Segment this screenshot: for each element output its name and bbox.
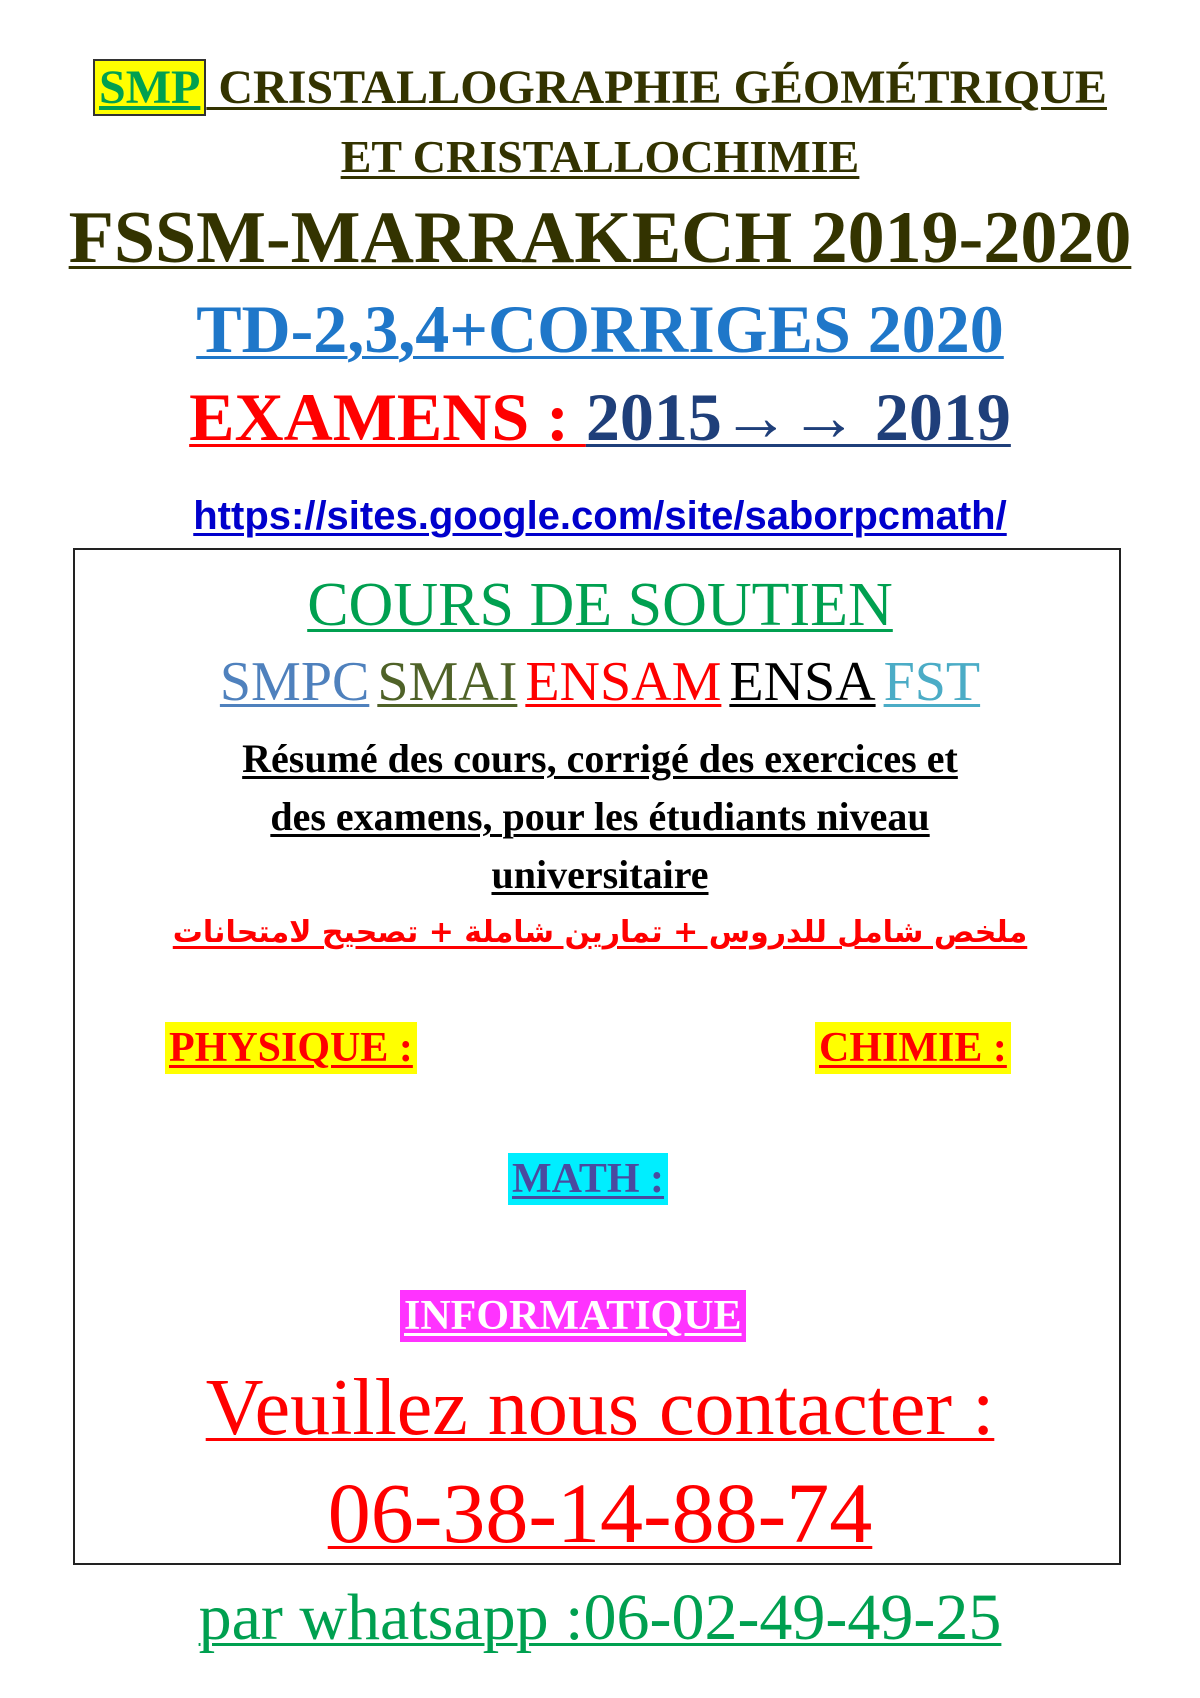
schools-list bbox=[0, 650, 1200, 714]
site-link[interactable] bbox=[0, 494, 1200, 539]
school-fst: FST bbox=[883, 651, 981, 713]
whatsapp-contact bbox=[0, 1580, 1200, 1656]
arabic-summary-text: ملخص شامل للدروس + تمارين شاملة + تصحيح لامتحانات bbox=[172, 915, 1028, 950]
td-title bbox=[0, 290, 1200, 369]
school-ensam: ENSAM bbox=[525, 651, 722, 713]
phone-text: 06-38-14-88-74 bbox=[327, 1465, 873, 1561]
course-title-line1 bbox=[0, 60, 1200, 115]
subject-physique: PHYSIQUE : bbox=[165, 1022, 417, 1074]
smp-badge: SMP bbox=[93, 59, 206, 116]
support-heading-text: COURS DE SOUTIEN bbox=[307, 571, 893, 639]
university-title bbox=[0, 196, 1200, 281]
university-text: FSSM-MARRAKECH 2019-2020 bbox=[68, 197, 1132, 279]
arabic-summary bbox=[0, 915, 1200, 950]
contact-heading bbox=[0, 1363, 1200, 1454]
resume-line-3: universitaire bbox=[491, 852, 709, 897]
subject-chimie: CHIMIE : bbox=[815, 1022, 1011, 1074]
phone-number bbox=[0, 1463, 1200, 1563]
title-text-1: CRISTALLOGRAPHIE GÉOMÉTRIQUE bbox=[206, 61, 1107, 114]
site-link-text[interactable]: https://sites.google.com/site/saborpcmath/ bbox=[193, 494, 1007, 538]
subject-informatique: INFORMATIQUE bbox=[400, 1290, 746, 1342]
course-title-line2 bbox=[0, 130, 1200, 183]
contact-text: Veuillez nous contacter : bbox=[205, 1364, 995, 1452]
exams-title bbox=[0, 378, 1200, 457]
td-text: TD-2,3,4+CORRIGES 2020 bbox=[196, 291, 1004, 367]
whatsapp-text: par whatsapp :06-02-49-49-25 bbox=[198, 1581, 1002, 1654]
resume-line-1: Résumé des cours, corrigé des exercices et bbox=[242, 736, 958, 781]
title-text-2: ET CRISTALLOCHIMIE bbox=[340, 131, 860, 182]
exams-label: EXAMENS : bbox=[189, 379, 586, 455]
resume-line-2: des examens, pour les étudiants niveau bbox=[270, 794, 930, 839]
school-smai: SMAI bbox=[377, 651, 518, 713]
school-ensa: ENSA bbox=[729, 651, 876, 713]
exams-years: 2015→→ 2019 bbox=[585, 379, 1011, 455]
school-smpc: SMPC bbox=[219, 651, 370, 713]
support-heading bbox=[0, 570, 1200, 641]
subject-math: MATH : bbox=[508, 1153, 668, 1205]
resume-text bbox=[0, 730, 1200, 904]
